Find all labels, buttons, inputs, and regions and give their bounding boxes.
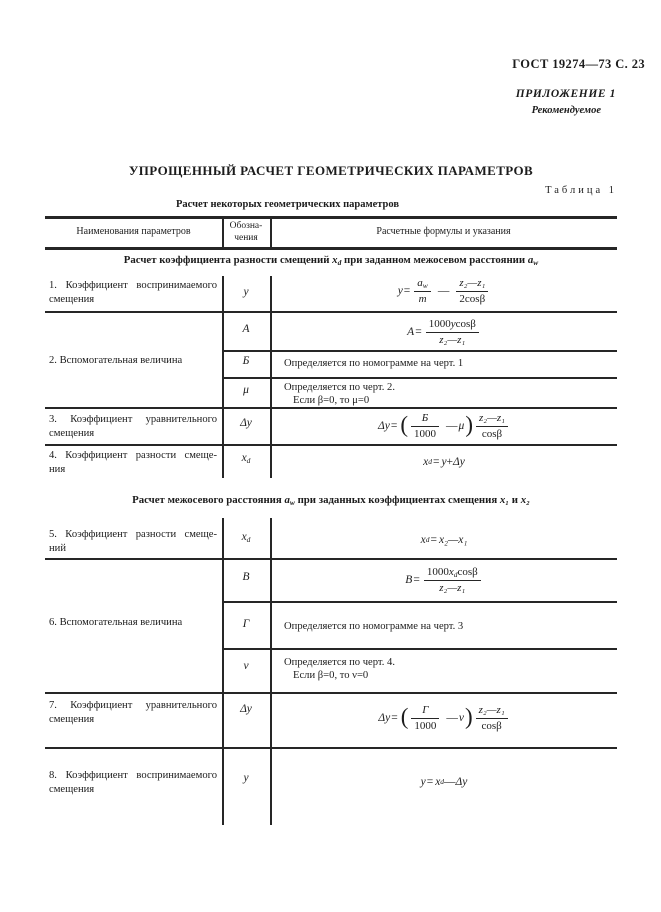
rule-v-g (222, 601, 617, 603)
row-3-name: 3. Коэффициент уравнительного смещения (49, 414, 217, 439)
row-2c-note: Определяется по черт. 2. Если β=0, то μ=0 (284, 382, 395, 407)
col-header-formulas: Расчетные формулы и указания (376, 226, 511, 237)
row-5-symbol: $x_d$ (241, 531, 251, 544)
row-6c-symbol: ν (243, 660, 249, 672)
row-7-symbol: Δy (240, 703, 252, 715)
formula-row2a: A = $\frac{1000ycos\beta}{\text{z₂—z₁}}$ (270, 315, 618, 349)
formula-row8: y = x d — Δy (420, 776, 468, 788)
row-3-symbol: Δy (240, 417, 252, 429)
table-label: Таблица 1 (545, 185, 617, 196)
doc-reference: ГОСТ 19274—73 С. 23 (512, 57, 645, 71)
formula-row7: Δy = ( $\frac{Г}{1000}$ — ν ) $\frac{\text{z₂—z₁}}{\cos\beta}$ (270, 698, 618, 738)
rule-after-row1 (45, 311, 617, 313)
table-top-border (45, 216, 617, 219)
rule-after-row7 (45, 747, 617, 749)
row-2b-symbol: Б (242, 355, 250, 367)
rule-after-row6 (45, 692, 617, 694)
row-1-symbol: y (243, 286, 249, 298)
rule-after-row5 (45, 558, 617, 560)
parameters-table (45, 216, 617, 825)
rule-g-nu (222, 648, 617, 650)
row-4-name: 4. Коэффициент разности смеще- ния (49, 450, 217, 475)
rule-a-b (222, 350, 617, 352)
section-2-title: Расчет межосевого расстояния $a_w$ при заданных коэффициентах смещения x₁ и x₂ (132, 494, 530, 507)
annex-label: ПРИЛОЖЕНИЕ 1 (515, 88, 616, 100)
sec1-col-rule-1 (222, 276, 224, 478)
rule-b-mu (222, 377, 617, 379)
row-4-symbol: $x_d$ (241, 452, 251, 465)
row-1-name: 1. Коэффициент воспринимаемого смещения (49, 280, 217, 305)
row-6-name: 6. Вспомогательная величина (49, 617, 183, 628)
rule-after-row3 (45, 444, 617, 446)
formula-row1: y = $\frac{a_w}{m}$ — $\frac{\text{z₂—z₁}}{2\cos\beta}$ (270, 272, 618, 310)
page-title: УПРОЩЕННЫЙ РАСЧЕТ ГЕОМЕТРИЧЕСКИХ ПАРАМЕТРОВ (128, 163, 534, 178)
row-6c-note: Определяется по черт. 4. Если β=0, то ν=0 (284, 657, 395, 682)
row-8-symbol: y (243, 772, 249, 784)
col-header-names: Наименования параметров (76, 226, 191, 237)
row-6b-symbol: Г (242, 618, 250, 630)
row-8-name: 8. Коэффициент воспринимаемого смещения (49, 770, 217, 795)
formula-row6a: B = $\frac{1000x_d\cos\beta}{\text{z₂—z₁}}$ (270, 562, 618, 598)
col-header-symbols: Обозна- чения (229, 221, 263, 243)
row-2a-symbol: A (242, 323, 250, 335)
row-6b-note: Определяется по номограмме на черт. 3 (284, 621, 464, 632)
header-bottom-rule (45, 247, 617, 250)
section-1-title: Расчет коэффициента разности смещений $x_d$ при заданном межосевом расстоянии $a_w$ (123, 254, 539, 267)
row-2b-note: Определяется по номограмме на черт. 1 (284, 358, 464, 369)
formula-row4: x d = y + Δy (423, 456, 465, 468)
table-caption: Расчет некоторых геометрических параметров (176, 199, 400, 210)
row-2-name: 2. Вспомогательная величина (49, 355, 183, 366)
annex-note: Рекомендуемое (531, 105, 601, 116)
formula-row3: Δy = ( $\frac{Б}{1000}$ — μ ) $\frac{\text{z₂—z₁}}{\cos\beta}$ (270, 409, 618, 443)
row-2c-symbol: μ (243, 384, 249, 396)
row-6a-symbol: B (242, 571, 250, 583)
row-5-name: 5. Коэффициент разности смеще- ний (49, 529, 217, 554)
formula-row5: x d = x₂—x₁ (420, 534, 468, 546)
row-7-name: 7. Коэффициент уравнительного смещения (49, 700, 217, 725)
